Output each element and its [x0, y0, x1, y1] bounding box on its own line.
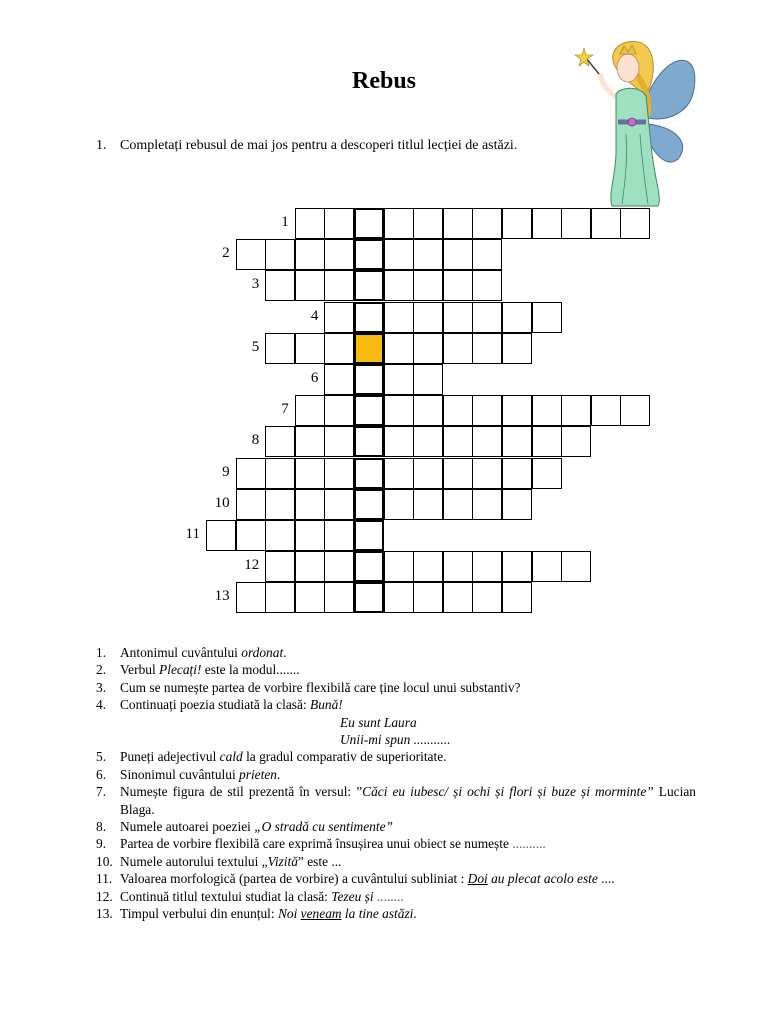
crossword-cell[interactable]: [413, 489, 443, 520]
page-title: Rebus: [351, 68, 417, 94]
crossword-cell[interactable]: [413, 208, 443, 239]
clue-text: [120, 818, 696, 835]
clue-text-part: la gradul comparativ de superioritate.: [242, 749, 447, 765]
crossword-cell[interactable]: [472, 239, 502, 270]
crossword-cell[interactable]: [443, 551, 473, 582]
clue-text-part: Puneți adejectivul: [120, 749, 220, 765]
crossword-cell[interactable]: [384, 426, 414, 457]
clue-text: [120, 661, 696, 678]
clue-text-part: Partea de vorbire flexibilă care exprimă însușirea unui obiect se numește: [120, 836, 513, 852]
crossword-cell[interactable]: [502, 458, 532, 489]
crossword-cell[interactable]: [472, 270, 502, 301]
crossword-cell[interactable]: [324, 426, 354, 457]
crossword-cell[interactable]: [324, 208, 354, 239]
crossword-cell[interactable]: [295, 239, 325, 270]
instruction-text: Completați rebusul de mai jos pentru a descoperi titlul lecției de astăzi.: [120, 138, 518, 153]
crossword-cell[interactable]: [384, 270, 414, 301]
clue-item: [96, 679, 696, 696]
clue-item: [96, 783, 696, 818]
crossword-cell[interactable]: [443, 208, 473, 239]
row-number-3: 3: [251, 276, 260, 293]
clue-item: [96, 853, 696, 870]
crossword-cell[interactable]: [324, 489, 354, 520]
crossword-cell[interactable]: [295, 489, 325, 520]
crossword-cell[interactable]: [591, 395, 621, 426]
crossword-cell[interactable]: [472, 302, 502, 333]
clue-text-part: .: [413, 906, 417, 922]
crossword-cell[interactable]: [384, 239, 414, 270]
crossword-cell[interactable]: [502, 208, 532, 239]
crossword-cell[interactable]: [443, 239, 473, 270]
crossword-cell[interactable]: [413, 270, 443, 301]
crossword-cell[interactable]: [324, 458, 354, 489]
crossword-cell[interactable]: [413, 333, 443, 364]
clue-text: [120, 766, 696, 783]
crossword-cell[interactable]: [236, 458, 266, 489]
row-number-13: 13: [214, 588, 230, 605]
crossword-cell[interactable]: [324, 302, 354, 333]
crossword-cell[interactable]: [295, 520, 325, 551]
crossword-cell[interactable]: [413, 582, 443, 613]
crossword-cell[interactable]: [265, 426, 295, 457]
crossword-cell[interactable]: [561, 551, 591, 582]
crossword-cell[interactable]: [265, 489, 295, 520]
crossword-cell[interactable]: [265, 333, 295, 364]
key-column-cell[interactable]: [354, 208, 384, 239]
instruction-number: 1.: [96, 138, 107, 153]
crossword-cell[interactable]: [443, 270, 473, 301]
crossword-cell[interactable]: [384, 333, 414, 364]
crossword-cell[interactable]: [413, 426, 443, 457]
clue-text-part: Căci eu iubesc/ și ochi și flori și buze și morminte”: [362, 784, 654, 800]
clue-text-part: au plecat acolo este: [487, 871, 598, 887]
crossword-cell[interactable]: [443, 395, 473, 426]
clue-text-part: la tine astăzi: [341, 906, 414, 922]
clue-text-part: este la modul.......: [201, 662, 300, 678]
clue-text-part: Doi: [467, 871, 488, 887]
row-number-10: 10: [214, 494, 230, 511]
crossword-cell[interactable]: [532, 395, 562, 426]
key-column-cell[interactable]: [354, 270, 384, 301]
crossword-cell[interactable]: [472, 333, 502, 364]
crossword-cell[interactable]: [324, 333, 354, 364]
poem-continuation-line: Eu sunt Laura: [340, 714, 417, 730]
clue-text-part: „O stradă cu sentimente”: [254, 819, 393, 835]
crossword-cell[interactable]: [295, 582, 325, 613]
clue-number: 11.: [96, 871, 113, 887]
clue-text-part: Verbul: [120, 662, 160, 678]
crossword-cell[interactable]: [443, 458, 473, 489]
crossword-cell[interactable]: [561, 395, 591, 426]
crossword-cell[interactable]: [295, 270, 325, 301]
crossword-cell[interactable]: [413, 395, 443, 426]
crossword-cell[interactable]: [295, 333, 325, 364]
crossword-cell[interactable]: [472, 551, 502, 582]
crossword-cell[interactable]: [324, 239, 354, 270]
clue-text-part: prieten: [239, 766, 277, 782]
crossword-cell[interactable]: [472, 395, 502, 426]
clue-text-part: Cum se numește partea de vorbire flexibilă care ține locul unui substantiv?: [120, 679, 521, 695]
clue-text-part: Numește figura de stil prezentă în versul: ”: [120, 784, 363, 800]
clue-text: [120, 870, 696, 887]
key-column-cell[interactable]: [354, 239, 384, 270]
clue-number: 10.: [96, 853, 113, 869]
clue-text-part: Valoarea morfologică (partea de vorbire) a cuvântului subliniat :: [120, 871, 468, 887]
crossword-cell[interactable]: [384, 489, 414, 520]
crossword-cell[interactable]: [413, 458, 443, 489]
clue-item: [96, 818, 696, 835]
crossword-cell[interactable]: [265, 458, 295, 489]
clue-number: 6.: [96, 766, 107, 782]
row-number-2: 2: [222, 245, 230, 262]
crossword-cell[interactable]: [236, 489, 266, 520]
clue-number: 13.: [96, 906, 113, 922]
clue-text: [120, 905, 696, 922]
crossword-cell[interactable]: [295, 208, 325, 239]
clue-number: 9.: [96, 836, 107, 852]
crossword-cell[interactable]: [472, 582, 502, 613]
crossword-cell[interactable]: [384, 364, 414, 395]
crossword-cell[interactable]: [532, 208, 562, 239]
crossword-cell[interactable]: [472, 426, 502, 457]
crossword-cell[interactable]: [502, 489, 532, 520]
clue-number: 1.: [96, 645, 107, 660]
key-column-cell[interactable]: [354, 395, 384, 426]
crossword-cell[interactable]: [324, 270, 354, 301]
crossword-cell[interactable]: [384, 458, 414, 489]
crossword-cell[interactable]: [384, 302, 414, 333]
key-column-cell[interactable]: [354, 458, 384, 489]
clue-text-part: Vizită: [267, 853, 298, 869]
clue-text-part: ..........: [512, 836, 546, 852]
crossword-cell[interactable]: [265, 270, 295, 301]
crossword-cell[interactable]: [236, 520, 266, 551]
crossword-cell[interactable]: [502, 302, 532, 333]
clue-number: 12.: [96, 888, 113, 904]
crossword-cell[interactable]: [472, 208, 502, 239]
clue-text-part: veneam: [300, 906, 342, 922]
crossword-cell[interactable]: [532, 551, 562, 582]
clue-item: [96, 661, 696, 678]
row-number-7: 7: [281, 401, 289, 418]
clue-text-part: Numele autorului textului „: [120, 853, 268, 869]
crossword-cell[interactable]: [384, 551, 414, 582]
crossword-cell[interactable]: [443, 333, 473, 364]
key-column-cell[interactable]: [354, 582, 384, 613]
crossword-cell[interactable]: [502, 426, 532, 457]
clue-text-part: .: [283, 645, 287, 660]
crossword-cell[interactable]: [502, 551, 532, 582]
clue-item: [96, 696, 696, 713]
crossword-cell[interactable]: [502, 395, 532, 426]
clue-text-part: ........: [373, 888, 404, 904]
crossword-cell[interactable]: [384, 582, 414, 613]
clue-item: [96, 766, 696, 783]
clue-text-part: ....: [597, 871, 615, 887]
clue-text: [120, 853, 696, 870]
clue-text-part: .: [276, 766, 281, 782]
clue-item: [96, 888, 696, 905]
clue-text: [120, 679, 696, 696]
clue-text-part: Sinonimul cuvântului: [120, 766, 240, 782]
crossword-cell[interactable]: [413, 364, 443, 395]
crossword-cell[interactable]: [324, 520, 354, 551]
crossword-cell[interactable]: [324, 582, 354, 613]
clue-text-part: Timpul verbului din enunțul:: [120, 906, 278, 922]
crossword-cell[interactable]: [472, 458, 502, 489]
crossword-cell[interactable]: [295, 458, 325, 489]
clue-list: [96, 644, 696, 923]
row-number-5: 5: [251, 338, 260, 355]
crossword-cell[interactable]: [384, 208, 414, 239]
key-column-cell[interactable]: [354, 364, 384, 395]
clue-item: [96, 870, 696, 887]
crossword-cell[interactable]: [206, 520, 236, 551]
clue-text: [120, 783, 696, 818]
key-column-cell[interactable]: [354, 333, 384, 364]
clue-text: [120, 835, 696, 852]
clue-text-part: Noi: [277, 906, 301, 922]
row-number-9: 9: [222, 463, 230, 480]
row-number-12: 12: [244, 557, 260, 574]
crossword-cell[interactable]: [620, 395, 650, 426]
crossword-cell[interactable]: [324, 395, 354, 426]
crossword-cell[interactable]: [591, 208, 621, 239]
row-number-1: 1: [281, 214, 289, 230]
clue-text-part: cald: [219, 749, 243, 765]
crossword-cell[interactable]: [413, 302, 443, 333]
clue-text-part: Plecați!: [159, 662, 202, 678]
clue-text-part: Tezeu și: [331, 888, 374, 904]
clue-number: 4.: [96, 697, 107, 713]
row-number-8: 8: [251, 432, 260, 449]
crossword-cell[interactable]: [324, 364, 354, 395]
clue-item: [96, 835, 696, 852]
clue-text-part: Bună!: [310, 697, 343, 713]
crossword-cell[interactable]: [265, 239, 295, 270]
crossword-cell[interactable]: [561, 208, 591, 239]
crossword-cell[interactable]: [443, 582, 473, 613]
crossword-cell[interactable]: [265, 582, 295, 613]
crossword-cell[interactable]: [443, 302, 473, 333]
crossword-cell[interactable]: [265, 551, 295, 582]
crossword-cell[interactable]: [324, 551, 354, 582]
crossword-cell[interactable]: [472, 489, 502, 520]
clue-text-part: Continuă titlul textului studiat la clasă:: [120, 888, 332, 904]
crossword-cell[interactable]: [413, 551, 443, 582]
crossword-cell[interactable]: [236, 239, 266, 270]
clue-number: 8.: [96, 819, 107, 835]
key-column-cell[interactable]: [354, 520, 384, 551]
clue-text-part: Antonimul cuvântului: [120, 645, 242, 660]
key-column-cell[interactable]: [354, 551, 384, 582]
crossword-cell[interactable]: [295, 551, 325, 582]
clue-item: [96, 748, 696, 765]
row-number-4: 4: [310, 307, 319, 324]
crossword-cell[interactable]: [532, 302, 562, 333]
key-column-cell[interactable]: [354, 489, 384, 520]
clue-number: 2.: [96, 662, 107, 678]
clue-text: [120, 888, 696, 905]
crossword-cell[interactable]: [532, 458, 562, 489]
clue-item: [96, 644, 696, 661]
crossword-cell[interactable]: [443, 489, 473, 520]
crossword-cell[interactable]: [502, 582, 532, 613]
clue-number: 5.: [96, 749, 107, 765]
key-column-cell[interactable]: [354, 302, 384, 333]
clue-number: 7.: [96, 784, 107, 800]
crossword-cell[interactable]: [620, 208, 650, 239]
crossword-cell[interactable]: [236, 582, 266, 613]
crossword-cell[interactable]: [561, 426, 591, 457]
clue-text-part: ordonat: [241, 645, 284, 660]
crossword-cell[interactable]: [265, 520, 295, 551]
clue-text: [120, 748, 696, 765]
clue-text-part: Numele autoarei poeziei: [120, 819, 255, 835]
clue-text-part: Continuați poezia studiată la clasă:: [120, 697, 311, 713]
crossword-cell[interactable]: [443, 426, 473, 457]
clue-text: [120, 696, 696, 713]
row-number-6: 6: [310, 370, 319, 386]
crossword-cell[interactable]: [295, 395, 325, 426]
clue-item: [96, 905, 696, 922]
clue-text-part: ” este ...: [297, 853, 342, 869]
poem-continuation-line: Unii-mi spun ...........: [340, 732, 451, 748]
clue-text: [120, 644, 696, 661]
crossword-cell[interactable]: [295, 426, 325, 457]
crossword-cell[interactable]: [502, 333, 532, 364]
crossword-cell[interactable]: [384, 395, 414, 426]
crossword-cell[interactable]: [532, 426, 562, 457]
clue-text-part: Lucian Blaga.: [120, 784, 696, 817]
key-column-cell[interactable]: [354, 426, 384, 457]
clue-number: 3.: [96, 679, 107, 695]
row-number-11: 11: [185, 526, 200, 542]
crossword-cell[interactable]: [413, 239, 443, 270]
